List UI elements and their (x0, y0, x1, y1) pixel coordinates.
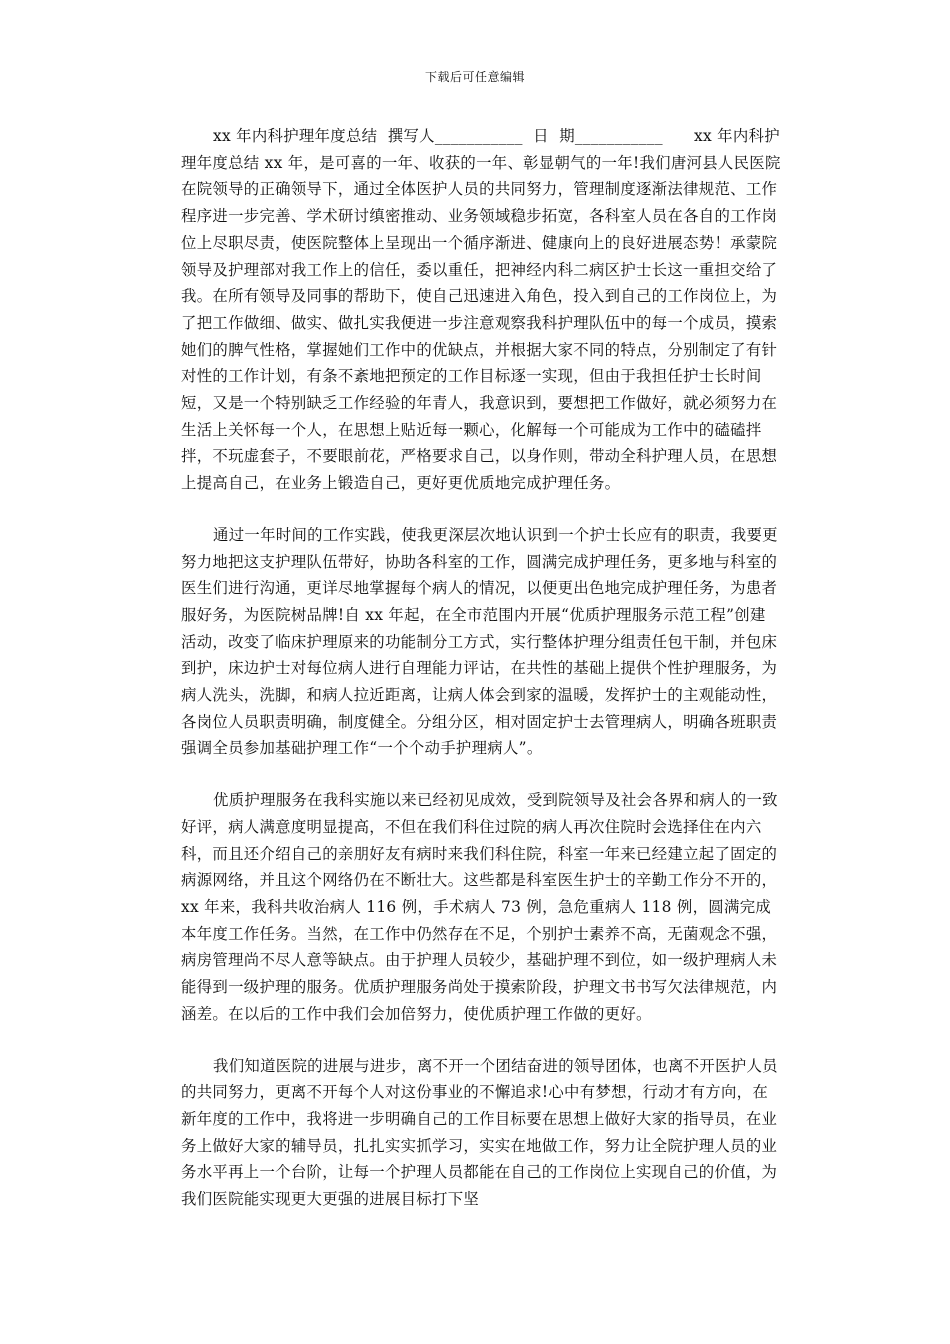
paragraph-2-text: 通过一年时间的工作实践，使我更深层次地认识到一个护士长应有的职责，我要更努力地把这支护理队伍带好，协助各科室的工作，圆满完成护理任务，更多地与科室的医生们进行沟通，更详尽地掌握每个病人的情况，以便更出色地完成护理任务，为患者服好务，为医院树品牌!自 xx 年起，在全市范围内开展“优质护理服务示范工程”创建活动，改变了临床护理原来的功能制分工方式，实行整体护理分组责任包干制，并包床到护，床边护士对每位病人进行自理能力评诂，在共性的基础上提供个性护理服务，为病人洗头，洗脚，和病人拉近距离，让病人体会到家的温暖，发挥护士的主观能动性，各岗位人员职责明确，制度健全。分组分区，相对固定护士去管理病人，明确各班职责强调全员参加基础护理工作“一个个动手护理病人”。 (181, 525, 778, 758)
paragraph-4 (181, 1053, 781, 1213)
paragraph-4-text: 我们知道医院的进展与进步，离不开一个团结奋进的领导团体，也离不开医护人员的共同努力，更离不开每个人对这份事业的不懈追求!心中有梦想，行动才有方向，在新年度的工作中，我将进一步明确自己的工作目标要在思想上做好大家的指导员，在业务上做好大家的辅导员，扎扎实实抓学习，实实在地做工作，努力让全院护理人员的业务水平再上一个台阶，让每一个护理人员都能在自己的工作岗位上实现自己的价值，为我们医院能实现更大更强的进展目标打下坚 (181, 1056, 778, 1209)
page-header: 下载后可任意编辑 (424, 70, 525, 84)
paragraph-3-text: 优质护理服务在我科实施以来已经初见成效，受到院领导及社会各界和病人的一致好评，病人满意度明显提高，不但在我们科住过院的病人再次住院时会选择住在内六科，而且还介绍自己的亲朋好友有病时来我们科住院，科室一年来已经建立起了固定的病源网络，并且这个网络仍在不断壮大。这些都是科室医生护士的辛勤工作分不开的， xx 年来，我科共收治病人 116 例，手术病人 73 例，急危重病人 118 例，圆满完成本年度工作任务。当然，在工作中仍然存在不足，个别护士素养不高，无菌观念不强，病房管理尚不尽人意等缺点。由于护理人员较少，基础护理不到位，如一级护理病人未能得到一级护理的服务。优质护理服务尚处于摸索阶段，护理文书书写欠法律规范，内涵差。在以后的工作中我们会加倍努力，使优质护理工作做的更好。 (181, 791, 788, 1023)
paragraph-2 (181, 522, 781, 762)
paragraph-1-text: xx 年内科护理年度总结 撰写人___________ 日 期___________ xx 年内科护理年度总结 xx 年，是可喜的一年、收获的一年、彰显朝气的一年!我们唐河县人民医院在院领导的正确领导下，通过全体医护人员的共同努力，管理制度逐渐法律规范、工作程序进一步完善、学术研讨缜密推动、业务领域稳步拓宽，各科室人员在各自的工作岗位上尽职尽责，使医院整体上呈现出一个循序渐进、健康向上的良好进展态势！承蒙院领导及护理部对我工作上的信任，委以重任，把神经内科二病区护士长这一重担交给了我。在所有领导及同事的帮助下，使自己迅速进入角色，投入到自己的工作岗位上，为了把工作做细、做实、做扎实我便进一步注意观察我科护理队伍中的每一个成员，摸索她们的脾气性格，掌握她们工作中的优缺点，并根据大家不同的特点，分别制定了有针对性的工作计划，有条不紊地把预定的工作目标逐一实现，但由于我担任护士长时间短，又是一个特别缺乏工作经验的年青人，我意识到，要想把工作做好，就必须努力在生活上关怀每一个人，在思想上贴近每一颗心，化解每一个可能成为工作中的磕磕拌拌，不玩虚套子，不要眼前花，严格要求自己，以身作则，带动全科护理人员，在思想上提高自己，在业务上锻造自己，更好更优质地完成护理任务。 (181, 127, 781, 493)
paragraph-3 (181, 787, 788, 1027)
paragraph-1 (181, 123, 781, 497)
document-body (181, 123, 788, 1238)
